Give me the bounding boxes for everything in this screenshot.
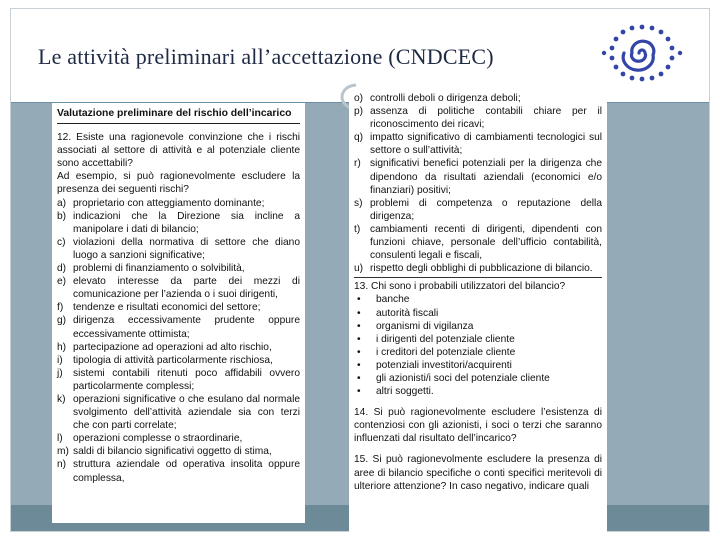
list-item-marker: t) — [354, 223, 361, 235]
bullet-text: autorità fiscali — [376, 307, 439, 319]
list-item-text: elevato interesse da parte dei mezzi di comunicazione per l’azienda o i suoi dirigenti, — [73, 276, 300, 301]
question-15: 15. Si può ragionevolmente escludere la presenza di aree di bilancio specifiche o conti specifici meritevoli di ulteriore attenzione? In caso negativo, indicare quali — [354, 454, 602, 492]
list-item-marker: n) — [57, 459, 67, 471]
bullet-text: organismi di vigilanza — [376, 320, 474, 332]
list-item — [57, 341, 300, 354]
list-item-marker: c) — [57, 236, 66, 248]
slide-title: Le attività preliminari all’accettazione (CNDCEC) — [38, 44, 494, 69]
bullet-text: i creditori del potenziale cliente — [376, 346, 516, 358]
list-item-marker: f) — [57, 302, 64, 314]
list-item-text: sistemi contabili ritenuti poco affidabili ovvero particolarmente complessi; — [73, 367, 300, 392]
bullet-icon: • — [357, 386, 361, 398]
list-item-marker: m) — [57, 446, 69, 458]
bullet-text: potenziali investitori/acquirenti — [376, 359, 512, 371]
list-item-text: impatto significativo di cambiamenti tecnologici sul settore o sull’attività; — [370, 132, 602, 157]
list-item-marker: s) — [354, 197, 363, 209]
bullet-icon: • — [357, 294, 361, 306]
list-item — [57, 458, 300, 484]
list-item-text: operazioni complesse o straordinarie, — [73, 433, 243, 445]
question-12-followup: Ad esempio, si può ragionevolmente escludere la presenza dei seguenti rischi? — [57, 171, 300, 196]
bullet-item — [354, 293, 602, 306]
list-item — [354, 157, 602, 196]
list-item-marker: l) — [57, 433, 63, 445]
list-item-text: indicazioni che la Direzione sia incline a manipolare i dati di bilancio; — [73, 210, 300, 235]
list-item-marker: d) — [57, 263, 67, 275]
list-item — [354, 223, 602, 262]
list-item-text: cambiamenti recenti di dirigenti, dipendenti con funzioni chiave, personale dell’ufficio contabilità, consulenti legali e fiscali, — [370, 223, 602, 262]
list-item — [57, 262, 300, 275]
document-page-right — [349, 90, 607, 538]
risk-list-right — [354, 92, 602, 275]
bullet-icon: • — [357, 359, 361, 371]
bullet-text: altri soggetti. — [376, 386, 434, 398]
bullet-item — [354, 372, 602, 385]
list-item-marker: q) — [354, 132, 364, 144]
bullet-item — [354, 307, 602, 320]
bullet-text: i dirigenti del potenziale cliente — [376, 333, 515, 345]
section-divider — [354, 277, 602, 278]
bullet-icon: • — [357, 307, 361, 319]
question-12: 12. Esiste una ragionevole convinzione che i rischi associati al settore di attività e al potenziale cliente sono accettabili? — [57, 132, 300, 170]
bullet-item — [354, 359, 602, 372]
bullet-icon: • — [357, 372, 361, 384]
list-item-marker: i) — [57, 354, 63, 366]
list-item-marker: g) — [57, 315, 67, 327]
risk-list-left — [57, 197, 300, 485]
list-item-marker: a) — [57, 197, 67, 209]
bullet-text: banche — [376, 294, 410, 306]
list-item-text: controlli deboli o dirigenza deboli; — [370, 93, 521, 104]
list-item-text: significativi benefici potenziali per la dirigenza che dipendono da risultati aziendali (economici e/o finanziari) positivi; — [370, 158, 602, 196]
spiral-sun-logo-icon — [600, 22, 684, 84]
list-item-marker: o) — [354, 93, 364, 104]
list-item — [57, 367, 300, 393]
list-item — [354, 197, 602, 223]
list-item — [354, 131, 602, 157]
question-14: 14. Si può ragionevolmente escludere l’esistenza di contenziosi con gli azionisti, i soci o terzi che saranno influenzati dal risultato dell’incarico? — [354, 407, 602, 445]
list-item-text: proprietario con atteggiamento dominante; — [73, 197, 265, 209]
list-item — [57, 301, 300, 314]
bullet-icon: • — [357, 333, 361, 345]
list-item-text: tipologia di attività particolarmente rischiosa, — [73, 354, 273, 366]
list-item — [354, 92, 602, 105]
question-13: 13. Chi sono i probabili utilizzatori del bilancio? — [354, 281, 566, 293]
list-item-text: problemi di finanziamento o solvibilità, — [73, 263, 245, 275]
list-item — [57, 354, 300, 367]
list-item-marker: u) — [354, 263, 364, 275]
list-item-marker: e) — [57, 276, 67, 288]
bullet-item — [354, 346, 602, 359]
bullet-icon: • — [357, 346, 361, 358]
bullet-icon: • — [357, 320, 361, 332]
list-item — [57, 210, 300, 236]
list-item-marker: j) — [57, 367, 63, 379]
users-bullet-list — [354, 293, 602, 398]
list-item-marker: h) — [57, 341, 67, 353]
list-item — [57, 445, 300, 458]
list-item — [354, 262, 602, 275]
list-item — [354, 105, 602, 131]
list-item-marker: b) — [57, 210, 67, 222]
list-item-text: tendenze e risultati economici del settore; — [73, 302, 261, 314]
bullet-item — [354, 333, 602, 346]
list-item — [57, 314, 300, 340]
list-item-text: dirigenza eccessivamente prudente oppure eccessivamente ottimista; — [73, 315, 300, 340]
list-item-text: struttura aziendale od operativa insolita oppure complessa, — [73, 459, 300, 484]
list-item-marker: p) — [354, 106, 364, 118]
list-item-text: rispetto degli obblighi di pubblicazione di bilancio. — [370, 263, 593, 275]
list-item-text: saldi di bilancio significativi oggetto di stima, — [73, 446, 272, 458]
list-item — [57, 236, 300, 262]
list-item — [57, 275, 300, 301]
bullet-item — [354, 320, 602, 333]
list-item-text: assenza di politiche contabili chiare per il riconoscimento dei ricavi; — [370, 106, 602, 131]
document-heading: Valutazione preliminare del rischio dell’incarico — [57, 107, 300, 124]
list-item-text: operazioni significative o che esulano dal normale svolgimento dell’attività aziendale sia con terzi che con parti correlate; — [73, 393, 300, 432]
list-item-text: problemi di competenza o reputazione della dirigenza; — [370, 197, 602, 222]
list-item — [57, 393, 300, 432]
list-item-text: partecipazione ad operazioni ad alto rischio, — [73, 341, 272, 353]
list-item-marker: r) — [354, 158, 361, 170]
bullet-text: gli azionisti/i soci del potenziale cliente — [376, 372, 550, 384]
list-item — [57, 432, 300, 445]
list-item-marker: k) — [57, 393, 66, 405]
list-item-text: violazioni della normativa di settore che diano luogo a sanzioni significative; — [73, 236, 300, 261]
document-page-left — [52, 103, 305, 523]
bullet-item — [354, 385, 602, 398]
list-item — [57, 197, 300, 210]
